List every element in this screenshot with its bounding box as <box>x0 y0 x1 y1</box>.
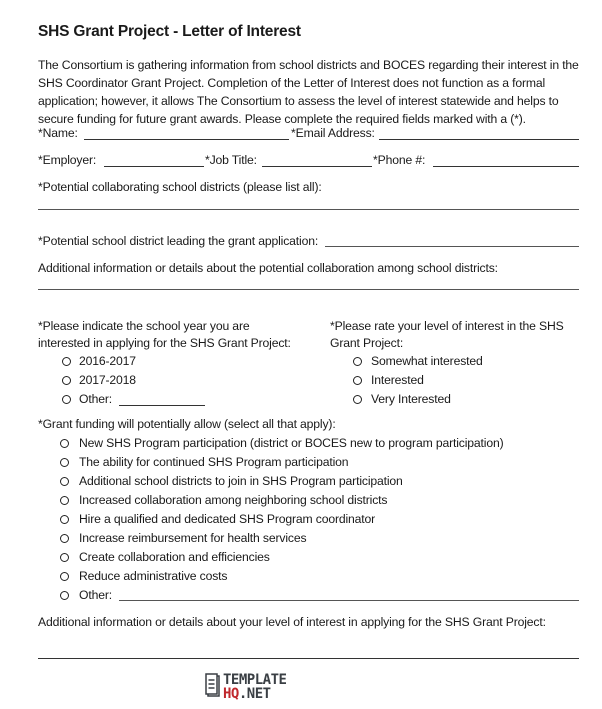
radio-circle-icon[interactable] <box>62 357 71 366</box>
leading-district-field[interactable] <box>325 246 579 247</box>
grant-funding-option: Hire a qualified and dedicated SHS Program coordinator <box>79 512 376 526</box>
school-year-other-field[interactable] <box>119 405 205 406</box>
radio-circle-icon[interactable] <box>62 395 71 404</box>
interest-question-line1: *Please rate your level of interest in the SHS <box>330 319 564 333</box>
phone-label: *Phone #: <box>373 153 426 167</box>
job-title-field[interactable] <box>262 166 372 167</box>
school-year-option: 2016-2017 <box>79 354 136 368</box>
checkbox-circle-icon[interactable] <box>60 591 69 600</box>
grant-funding-option: New SHS Program participation (district or BOCES new to program participation) <box>79 436 504 450</box>
grant-funding-option: Increase reimbursement for health services <box>79 531 307 545</box>
interest-option: Very Interested <box>371 392 451 406</box>
checkbox-circle-icon[interactable] <box>60 534 69 543</box>
radio-circle-icon[interactable] <box>353 357 362 366</box>
email-label: *Email Address: <box>291 126 375 140</box>
grant-funding-option: The ability for continued SHS Program participation <box>79 455 349 469</box>
collaborating-districts-field[interactable] <box>38 209 579 210</box>
watermark-line2 <box>223 686 271 702</box>
email-field[interactable] <box>379 139 579 140</box>
grant-funding-option: Create collaboration and efficiencies <box>79 550 270 564</box>
radio-circle-icon[interactable] <box>62 376 71 385</box>
checkbox-circle-icon[interactable] <box>60 553 69 562</box>
checkbox-circle-icon[interactable] <box>60 496 69 505</box>
employer-label: *Employer: <box>38 153 97 167</box>
grant-funding-option: Other: <box>79 588 112 602</box>
collaborating-districts-label: *Potential collaborating school districts (please list all): <box>38 180 322 194</box>
radio-circle-icon[interactable] <box>353 376 362 385</box>
interest-question-line2: Grant Project: <box>330 336 404 350</box>
school-year-option: Other: <box>79 392 112 406</box>
collaboration-details-field[interactable] <box>38 289 579 290</box>
checkbox-circle-icon[interactable] <box>60 458 69 467</box>
grant-funding-question: *Grant funding will potentially allow (select all that apply): <box>38 417 336 431</box>
intro-paragraph: The Consortium is gathering information from school districts and BOCES regarding their interest in the SHS Coordinator Grant Project. Completion of the Letter of Interest does not function as a formal application; however, it allows The Consortium to assess the level of interest statewide and helps to secure funding for future grant awards. Please complete the required fields marked with a (*). <box>38 58 579 126</box>
school-year-option: 2017-2018 <box>79 373 136 387</box>
grant-funding-option: Additional school districts to join in SHS Program participation <box>79 474 403 488</box>
name-label: *Name: <box>38 126 78 140</box>
interest-option: Somewhat interested <box>371 354 483 368</box>
employer-field[interactable] <box>104 166 204 167</box>
grant-funding-option: Reduce administrative costs <box>79 569 228 583</box>
watermark-logo <box>205 673 325 703</box>
school-year-question-line2: interested in applying for the SHS Grant Project: <box>38 336 291 350</box>
job-title-label: *Job Title: <box>205 153 257 167</box>
school-year-question-line1: *Please indicate the school year you are <box>38 319 250 333</box>
phone-field[interactable] <box>433 166 579 167</box>
checkbox-circle-icon[interactable] <box>60 572 69 581</box>
checkbox-circle-icon[interactable] <box>60 439 69 448</box>
checkbox-circle-icon[interactable] <box>60 477 69 486</box>
grant-funding-option: Increased collaboration among neighboring school districts <box>79 493 388 507</box>
interest-details-field[interactable] <box>38 658 579 659</box>
interest-details-label: Additional information or details about your level of interest in applying for the SHS Grant Project: <box>38 615 546 629</box>
document-icon <box>205 673 221 699</box>
watermark-line1: TEMPLATE <box>223 672 287 688</box>
watermark-accent: HQ <box>223 686 239 702</box>
name-field[interactable] <box>84 139 289 140</box>
page-title: SHS Grant Project - Letter of Interest <box>38 23 301 40</box>
leading-district-label: *Potential school district leading the grant application: <box>38 234 319 248</box>
radio-circle-icon[interactable] <box>353 395 362 404</box>
watermark-rest: .NET <box>238 686 271 702</box>
interest-option: Interested <box>371 373 424 387</box>
grant-funding-other-field[interactable] <box>119 600 579 601</box>
collaboration-details-label: Additional information or details about the potential collaboration among school districts: <box>38 261 498 275</box>
checkbox-circle-icon[interactable] <box>60 515 69 524</box>
